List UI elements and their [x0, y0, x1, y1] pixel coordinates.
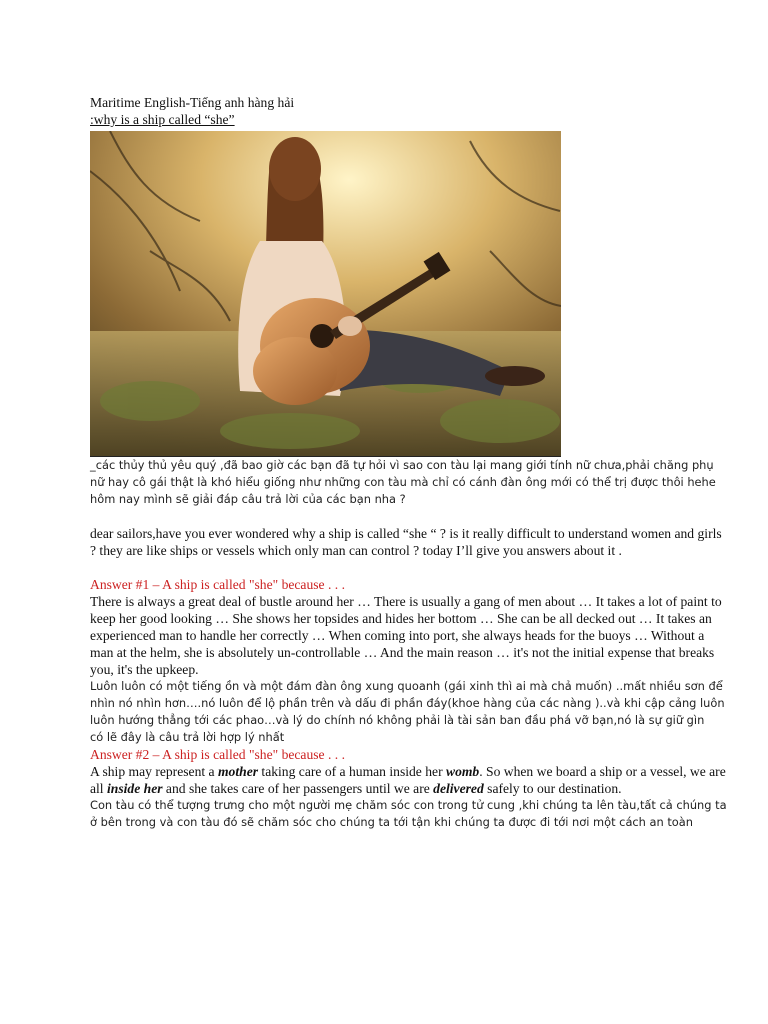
intro-vietnamese: _các thủy thủ yêu quý ,đã bao giờ các bạn đã tự hỏi vì sao con tàu lại mang giới tính nữ chưa,phải chăng phụ nữ hay cô gái thật là khó hiểu giống như những con tàu mà chỉ có cánh đàn ông mới có thể trị được thôi hehe hôm nay mình sẽ giải đáp câu trả lời của các bạn nha ? — [90, 458, 716, 506]
intro-english: dear sailors,have you ever wondered why a ship is called “she “ ? is it really difficult to understand women and girls ? they are like ships or vessels which only man can control ? today I’ll give you answers about it . — [90, 526, 722, 558]
emphasis-delivered: delivered — [433, 781, 484, 796]
answer-2-heading: Answer #2 – A ship is called "she" because . . . — [90, 747, 345, 762]
girl-with-guitar-photo — [90, 131, 561, 457]
answer-1-heading: Answer #1 – A ship is called "she" because . . . — [90, 577, 345, 592]
emphasis-inside-her: inside her — [107, 781, 163, 796]
answer-1-english: There is always a great deal of bustle around her … There is usually a gang of men about … It takes a lot of paint to keep her good looking … She shows her topsides and hides her bottom … She can be all decked out … It takes an experienced man to handle her correctly … When coming into port, she always heads for the buoys … Without a man at the helm, she is absolutely un-controllable … And the main reason … it's not the initial expense that breaks you, it's the upkeep. — [90, 594, 722, 677]
page-subtitle: :why is a ship called “she” — [90, 112, 235, 127]
answer-2-english: A ship may represent a mother taking care of a human inside her womb. So when we board a ship or a vessel, we are all inside her and she takes care of her passengers until we are delivered safely to our destination. — [90, 764, 726, 796]
answer-2-vietnamese: Con tàu có thể tượng trưng cho một người mẹ chăm sóc con trong tử cung ,khi chúng ta lên tàu,tất cả chúng ta ở bên trong và con tàu đó sẽ chăm sóc cho chúng ta tới tận khi chúng ta được đi tới nơi một cách an toàn — [90, 798, 727, 829]
emphasis-womb: womb — [446, 764, 480, 779]
page-title: Maritime English-Tiếng anh hàng hải — [90, 95, 295, 110]
emphasis-mother: mother — [217, 764, 259, 779]
document-content — [90, 94, 730, 831]
answer-1-vietnamese: Luôn luôn có một tiếng ồn và một đám đàn ông xung quoanh (gái xinh thì ai mà chả muốn) ..mất nhiều sơn để nhìn nó nhìn hơn….nó luôn để lộ phần trên và dấu đi phần đáy(khoe hàng của các nàng )..và khi cập cảng luôn luôn hướng thẳng tới các phao…và lý do chính nó không phải là tài sản ban đầu phá vỡ bạn,nó là sự giữ gìn — [90, 679, 725, 727]
answer-1-note: có lẽ đây là câu trả lời hợp lý nhất — [90, 730, 285, 744]
